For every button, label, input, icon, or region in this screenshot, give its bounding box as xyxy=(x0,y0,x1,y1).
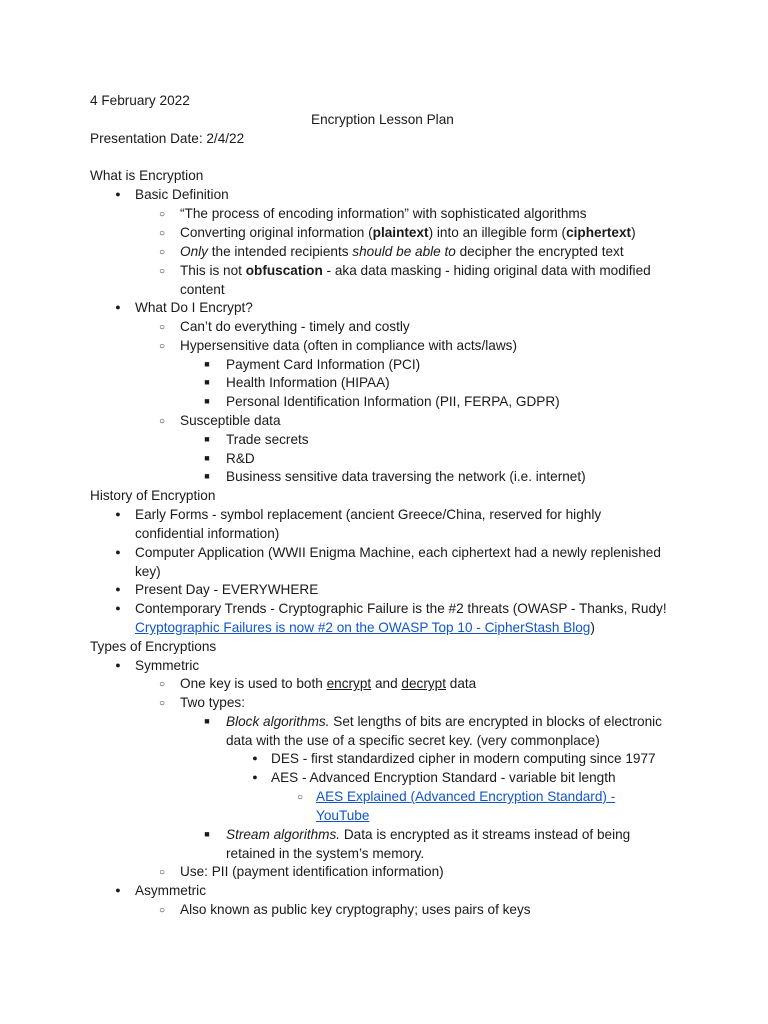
list-item-continuation: retained in the system’s memory. xyxy=(226,846,425,861)
presentation-date: Presentation Date: 2/4/22 xyxy=(90,131,245,146)
list-item: Early Forms - symbol replacement (ancient Greece/China, reserved for highly xyxy=(135,507,602,522)
bullet-circle-icon xyxy=(155,242,169,261)
bullet-circle-icon xyxy=(155,693,169,712)
list-item: AES - Advanced Encryption Standard - variable bit length xyxy=(271,770,616,785)
bullet-disc-icon xyxy=(111,599,125,618)
bullet-disc-icon xyxy=(111,543,125,562)
list-item: Symmetric xyxy=(135,658,200,673)
bullet-circle-icon xyxy=(155,900,169,919)
list-item: R&D xyxy=(226,451,255,466)
bullet-square-icon xyxy=(200,712,214,731)
aes-youtube-link-continuation[interactable]: YouTube xyxy=(316,808,370,823)
bullet-disc-icon xyxy=(111,580,125,599)
list-item: DES - first standardized cipher in modern computing since 1977 xyxy=(271,751,656,766)
bullet-circle-icon xyxy=(293,787,307,806)
list-item: Health Information (HIPAA) xyxy=(226,375,390,390)
bullet-square-icon xyxy=(200,373,214,392)
document-date: 4 February 2022 xyxy=(90,93,190,108)
bullet-square-icon xyxy=(200,449,214,468)
bullet-square-icon xyxy=(200,355,214,374)
bullet-disc-icon xyxy=(111,185,125,204)
list-item: Only the intended recipients should be able to decipher the encrypted text xyxy=(180,244,624,259)
list-item: Converting original information (plaintext) into an illegible form (ciphertext) xyxy=(180,225,636,240)
bullet-circle-icon xyxy=(155,223,169,242)
section-heading-what-is-encryption: What is Encryption xyxy=(90,168,204,183)
list-item-continuation: confidential information) xyxy=(135,526,280,541)
bullet-circle-icon xyxy=(155,674,169,693)
document-title: Encryption Lesson Plan xyxy=(311,112,454,127)
bullet-circle-icon xyxy=(155,204,169,223)
list-item: What Do I Encrypt? xyxy=(135,300,253,315)
list-item: Present Day - EVERYWHERE xyxy=(135,582,319,597)
bullet-square-icon xyxy=(200,467,214,486)
list-item: Asymmetric xyxy=(135,883,206,898)
bullet-square-icon xyxy=(200,430,214,449)
list-item: Block algorithms. Set lengths of bits are encrypted in blocks of electronic xyxy=(226,714,662,729)
list-item-continuation: key) xyxy=(135,564,161,579)
list-item-continuation: content xyxy=(180,282,225,297)
bullet-circle-icon xyxy=(155,261,169,280)
list-item-continuation: data with the use of a specific secret key. (very commonplace) xyxy=(226,733,600,748)
list-item: Also known as public key cryptography; uses pairs of keys xyxy=(180,902,531,917)
list-item: “The process of encoding information” with sophisticated algorithms xyxy=(180,206,587,221)
list-item: Can’t do everything - timely and costly xyxy=(180,319,410,334)
bullet-circle-icon xyxy=(155,411,169,430)
list-item: Susceptible data xyxy=(180,413,281,428)
list-item: Computer Application (WWII Enigma Machine, each ciphertext had a newly replenished xyxy=(135,545,661,560)
bullet-disc-icon xyxy=(248,749,262,768)
owasp-blog-link[interactable]: Cryptographic Failures is now #2 on the OWASP Top 10 - CipherStash Blog xyxy=(135,620,591,635)
bullet-square-icon xyxy=(200,825,214,844)
list-item: Payment Card Information (PCI) xyxy=(226,357,421,372)
list-item: Use: PII (payment identification information) xyxy=(180,864,444,879)
list-item: Personal Identification Information (PII, FERPA, GDPR) xyxy=(226,394,560,409)
bullet-disc-icon xyxy=(111,656,125,675)
bullet-circle-icon xyxy=(155,336,169,355)
bullet-square-icon xyxy=(200,392,214,411)
list-item: Trade secrets xyxy=(226,432,309,447)
bullet-circle-icon xyxy=(155,862,169,881)
bullet-disc-icon xyxy=(111,881,125,900)
list-item: Contemporary Trends - Cryptographic Failure is the #2 threats (OWASP - Thanks, Rudy! xyxy=(135,601,667,616)
list-item: Business sensitive data traversing the network (i.e. internet) xyxy=(226,469,586,484)
section-heading-types: Types of Encryptions xyxy=(90,639,217,654)
list-item-continuation: Cryptographic Failures is now #2 on the OWASP Top 10 - CipherStash Blog) xyxy=(135,620,595,635)
bullet-disc-icon xyxy=(248,768,262,787)
aes-youtube-link[interactable]: AES Explained (Advanced Encryption Standard) - xyxy=(316,789,616,804)
list-item: Basic Definition xyxy=(135,187,229,202)
bullet-circle-icon xyxy=(155,317,169,336)
bullet-disc-icon xyxy=(111,505,125,524)
list-item: Two types: xyxy=(180,695,245,710)
list-item: One key is used to both encrypt and decrypt data xyxy=(180,676,477,691)
list-item: Hypersensitive data (often in compliance with acts/laws) xyxy=(180,338,517,353)
list-item: Stream algorithms. Data is encrypted as it streams instead of being xyxy=(226,827,631,842)
section-heading-history: History of Encryption xyxy=(90,488,216,503)
bullet-disc-icon xyxy=(111,298,125,317)
list-item: This is not obfuscation - aka data masking - hiding original data with modified xyxy=(180,263,651,278)
